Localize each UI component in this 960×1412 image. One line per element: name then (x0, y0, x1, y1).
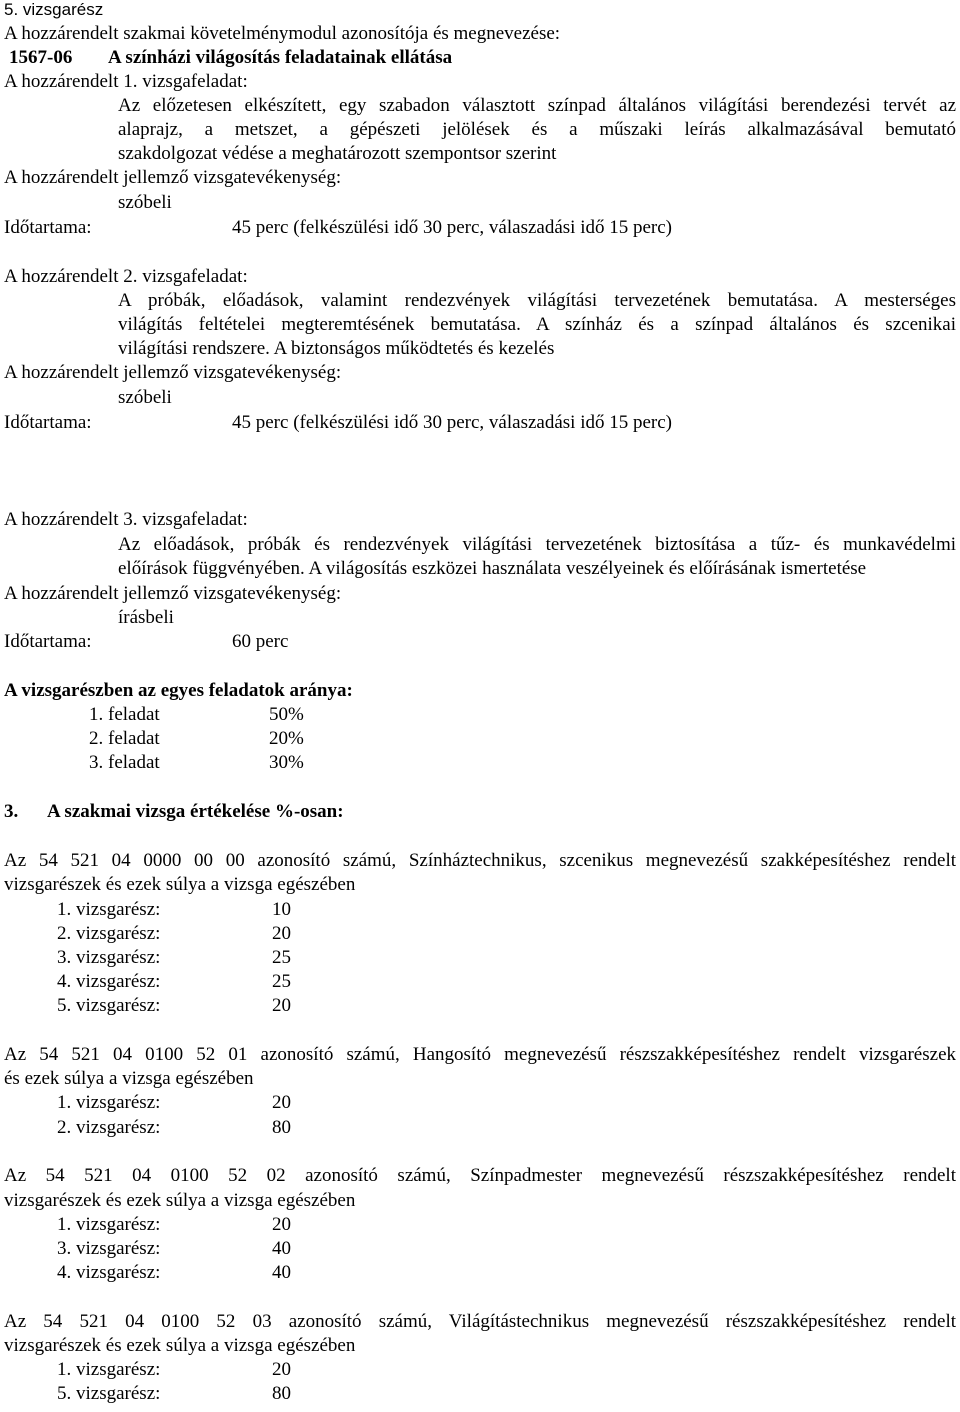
task-1-line-3: szakdolgozat védése a meghatározott szempontsor szerint (118, 143, 557, 164)
qualification-row-label: 1. vizsgarész: (57, 1214, 161, 1235)
qualification-row-label: 2. vizsgarész: (57, 923, 161, 944)
task-2-activity: szóbeli (118, 387, 172, 408)
module-name: A színházi világosítás feladatainak ellátása (108, 47, 453, 68)
qualification-row-value: 40 (272, 1262, 291, 1283)
task-3-line-1: Az előadások, próbák és rendezvények világítási tervezetének biztosítása a tűz- és munkavédelmi (118, 534, 956, 555)
task-1-duration: 45 perc (felkészülési idő 30 perc, válaszadási idő 15 perc) (232, 217, 672, 238)
qualification-2-line-1: Az 54 521 04 0100 52 01 azonosító számú, Hangosító megnevezésű részszakképesítéshez rendelt vizsgarészek (4, 1044, 956, 1065)
ratio-row-value: 20% (269, 728, 304, 749)
ratio-row-value: 50% (269, 704, 304, 725)
ratio-row-label: 3. feladat (89, 752, 160, 773)
task-1-line-1: Az előzetesen elkészített, egy szabadon választott színpad általános világítási berendezési tervét az (118, 95, 956, 116)
task-2-heading: A hozzárendelt 2. vizsgafeladat: (4, 266, 248, 287)
part-title: 5. vizsgarész (4, 0, 104, 19)
qualification-row-value: 40 (272, 1238, 291, 1259)
qualification-3-line-1: Az 54 521 04 0100 52 02 azonosító számú, Színpadmester megnevezésű részszakképesítéshez rendelt (4, 1165, 956, 1186)
qualification-row-value: 20 (272, 995, 291, 1016)
qualification-row-value: 20 (272, 923, 291, 944)
qualification-3-line-2: vizsgarészek és ezek súlya a vizsga egészében (4, 1190, 356, 1211)
task-1-activity-label: A hozzárendelt jellemző vizsgatevékenység: (4, 167, 342, 188)
qualification-4-line-2: vizsgarészek és ezek súlya a vizsga egészében (4, 1335, 356, 1356)
task-3-activity: írásbeli (118, 607, 174, 628)
task-2-duration: 45 perc (felkészülési idő 30 perc, válaszadási idő 15 perc) (232, 412, 672, 433)
ratio-row-label: 1. feladat (89, 704, 160, 725)
qualification-4-line-1: Az 54 521 04 0100 52 03 azonosító számú, Világítástechnikus megnevezésű részszakképesítéshez rendelt (4, 1311, 956, 1332)
qualification-row-value: 80 (272, 1383, 291, 1404)
qualification-row-label: 3. vizsgarész: (57, 1238, 161, 1259)
qualification-row-label: 1. vizsgarész: (57, 1092, 161, 1113)
module-code: 1567-06 (9, 47, 73, 68)
qualification-row-value: 80 (272, 1117, 291, 1138)
qualification-row-value: 20 (272, 1092, 291, 1113)
qualification-1-line-2: vizsgarészek és ezek súlya a vizsga egészében (4, 874, 356, 895)
qualification-row-label: 1. vizsgarész: (57, 1359, 161, 1380)
task-1-line-2: alaprajz, a metszet, a gépészeti jelölések és a műszaki leírás alkalmazásával bemutató (118, 119, 956, 140)
qualification-row-value: 10 (272, 899, 291, 920)
task-3-line-2: előírások függvényében. A világosítás eszközei használata veszélyeinek és előírásának ismertetése (118, 558, 867, 579)
qualification-row-label: 4. vizsgarész: (57, 971, 161, 992)
qualification-row-value: 20 (272, 1359, 291, 1380)
task-3-activity-label: A hozzárendelt jellemző vizsgatevékenység: (4, 583, 342, 604)
task-2-line-2: világítás feltételei megteremtésének bemutatása. A színház és a színpad általános és szcenikai (118, 314, 956, 335)
qualification-row-value: 20 (272, 1214, 291, 1235)
task-2-line-1: A próbák, előadások, valamint rendezvények világítási tervezetének bemutatása. A mesterséges (118, 290, 956, 311)
task-1-duration-label: Időtartama: (4, 217, 92, 238)
qualification-row-label: 4. vizsgarész: (57, 1262, 161, 1283)
section-3-number: 3. (4, 801, 19, 822)
qualification-row-value: 25 (272, 971, 291, 992)
task-1-activity: szóbeli (118, 192, 172, 213)
task-3-duration: 60 perc (232, 631, 289, 652)
task-3-heading: A hozzárendelt 3. vizsgafeladat: (4, 509, 248, 530)
qualification-row-label: 1. vizsgarész: (57, 899, 161, 920)
ratio-row-label: 2. feladat (89, 728, 160, 749)
task-3-duration-label: Időtartama: (4, 631, 92, 652)
task-2-duration-label: Időtartama: (4, 412, 92, 433)
ratio-row-value: 30% (269, 752, 304, 773)
qualification-row-label: 5. vizsgarész: (57, 995, 161, 1016)
ratio-heading: A vizsgarészben az egyes feladatok aránya: (4, 680, 353, 701)
section-3-title: A szakmai vizsga értékelése %-osan: (47, 801, 344, 822)
qualification-2-line-2: és ezek súlya a vizsga egészében (4, 1068, 254, 1089)
qualification-row-value: 25 (272, 947, 291, 968)
task-2-activity-label: A hozzárendelt jellemző vizsgatevékenység: (4, 362, 342, 383)
qualification-1-line-1: Az 54 521 04 0000 00 00 azonosító számú, Színháztechnikus, szcenikus megnevezésű szakképesítéshez rendelt (4, 850, 956, 871)
task-1-heading: A hozzárendelt 1. vizsgafeladat: (4, 71, 248, 92)
module-label: A hozzárendelt szakmai követelménymodul azonosítója és megnevezése: (4, 23, 561, 44)
qualification-row-label: 5. vizsgarész: (57, 1383, 161, 1404)
qualification-row-label: 2. vizsgarész: (57, 1117, 161, 1138)
task-2-line-3: világítási rendszere. A biztonságos működtetés és kezelés (118, 338, 555, 359)
qualification-row-label: 3. vizsgarész: (57, 947, 161, 968)
